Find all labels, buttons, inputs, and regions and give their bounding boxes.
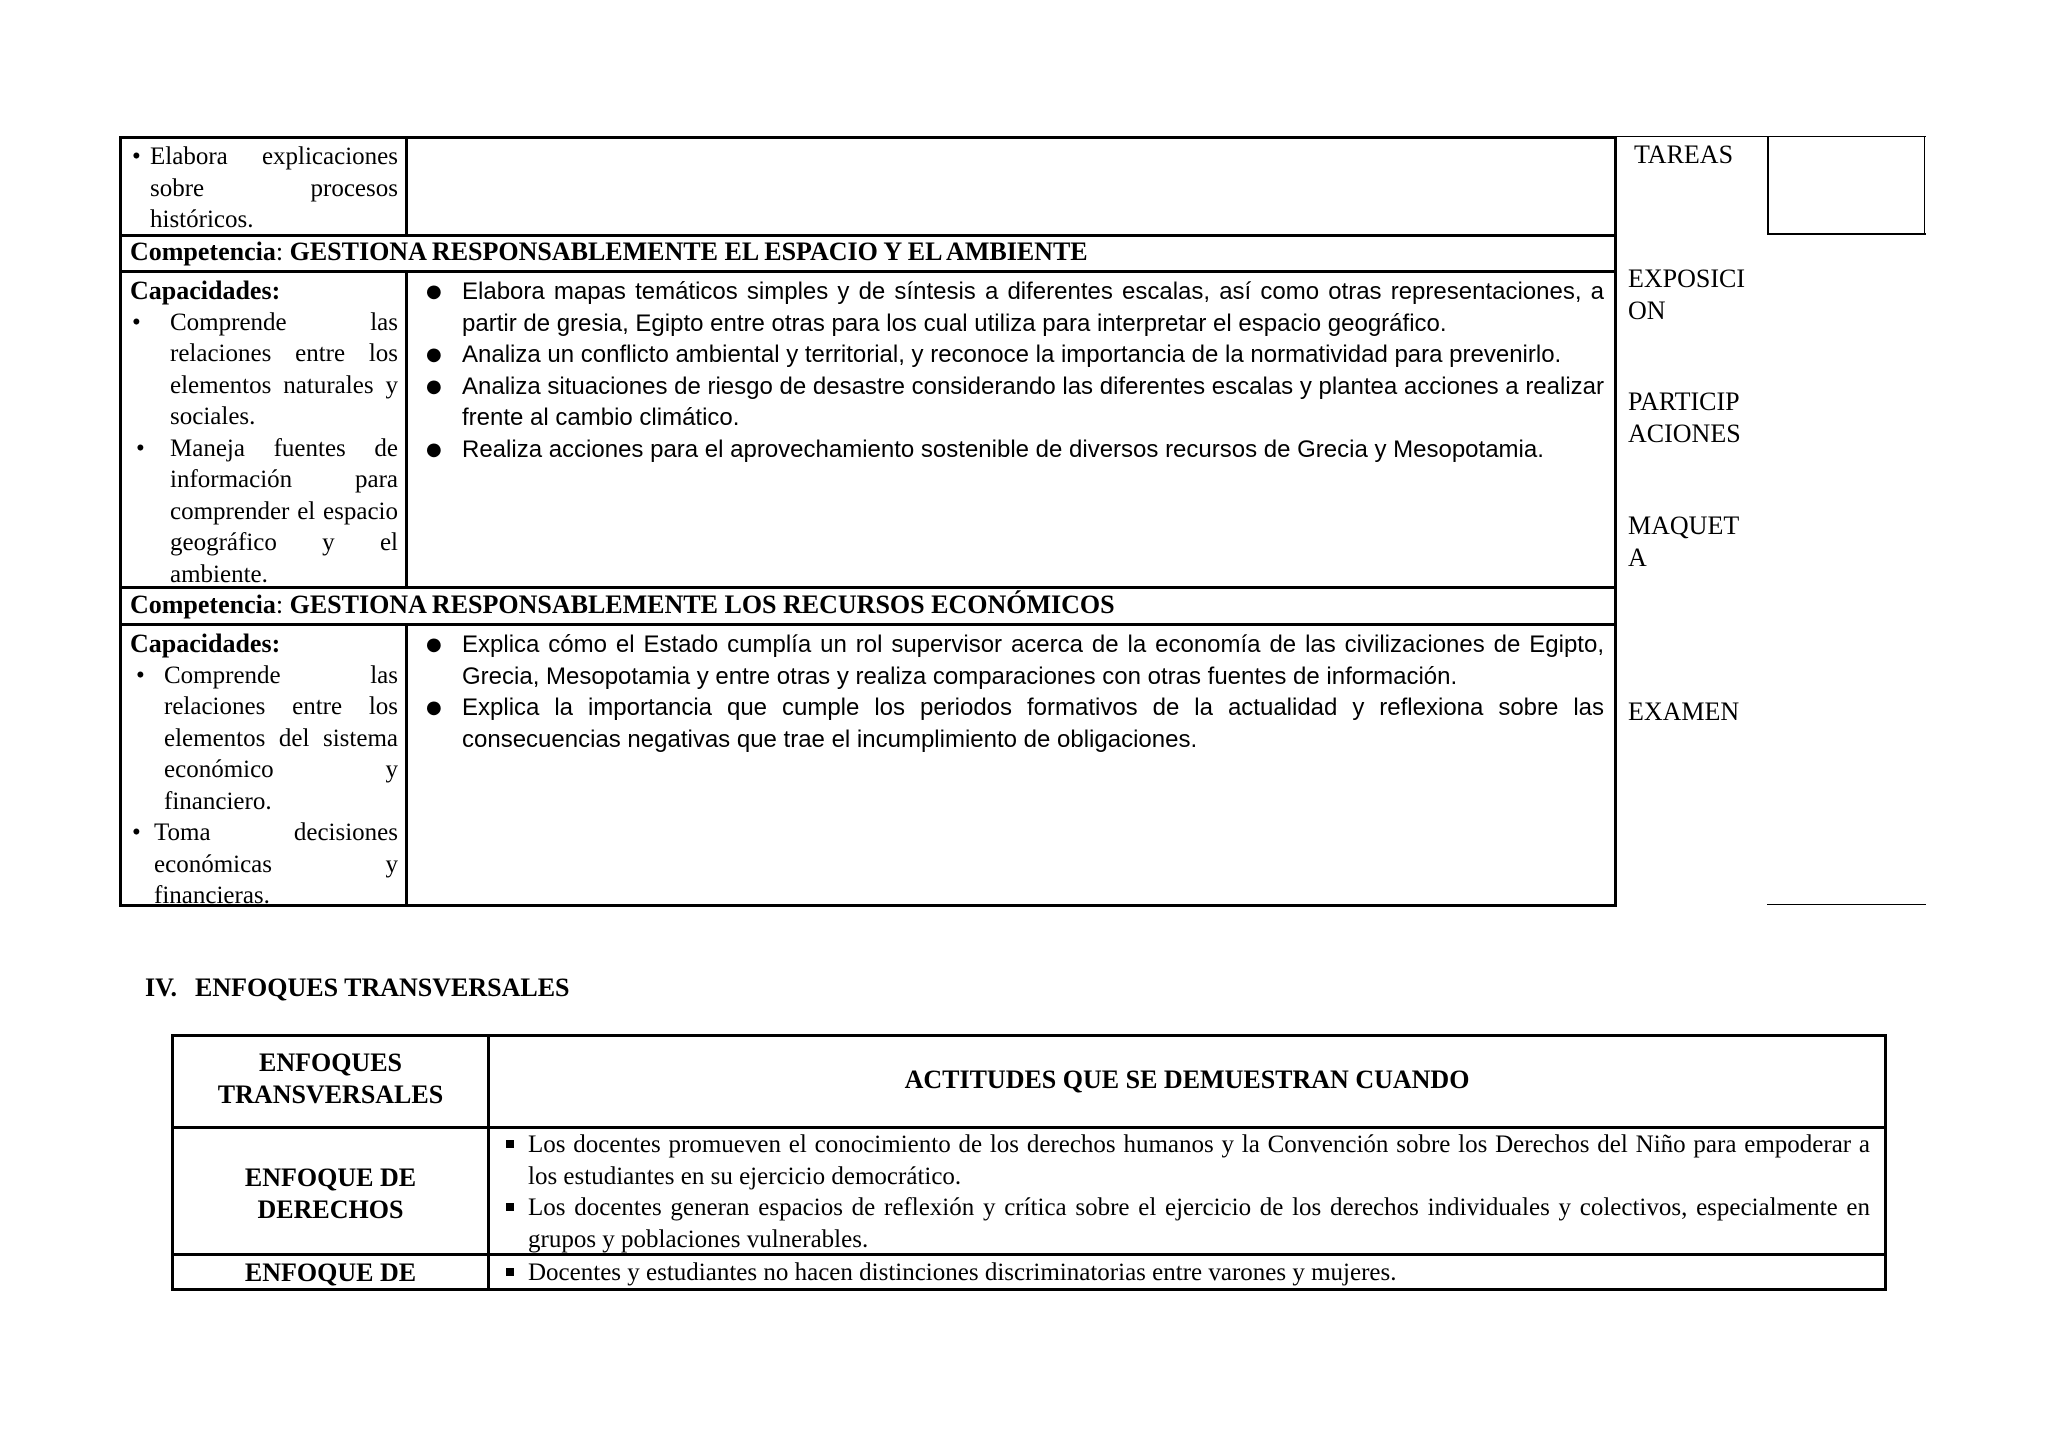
section-number: IV. [145, 973, 178, 1002]
capacities-cell-space [130, 275, 398, 590]
capacity-item: • Comprende las relaciones entre los elementos naturales y sociales. [132, 308, 398, 430]
capacity-item: • Toma decisiones económicas y financieras. [132, 819, 398, 909]
section-heading [145, 973, 570, 1003]
enfoques-header-left: ENFOQUES TRANSVERSALES [217, 1048, 444, 1109]
table-border [171, 1034, 1887, 1037]
indicators-cell-space [414, 276, 1604, 465]
table-border [405, 136, 408, 236]
attitude-item: Los docentes generan espacios de reflexión y crítica sobre el ejercicio de los derechos individuales y colectivos, especialmente en grupos y poblaciones vulnerables. [494, 1192, 1870, 1255]
indicator-item: ● Analiza un conflicto ambiental y territorial, y reconoce la importancia de la normatividad para prevenirlo. [426, 341, 1562, 368]
table-border [405, 625, 408, 907]
section-title: ENFOQUES TRANSVERSALES [195, 973, 570, 1002]
attitude-item: Los docentes promueven el conocimiento de los derechos humanos y la Convención sobre los Derechos del Niño para empoderar a los estudiantes en su ejercicio democrático. [494, 1129, 1870, 1192]
side-table-border [1924, 136, 1925, 235]
competency-title-space: Competencia: GESTIONA RESPONSABLEMENTE EL ESPACIO Y EL AMBIENTE [130, 237, 1088, 266]
attitude-item: Docentes y estudiantes no hacen distinciones discriminatorias entre varones y mujeres. [494, 1257, 1870, 1289]
indicator-item: ● Elabora mapas temáticos simples y de síntesis a diferentes escalas, así como otras representaciones, a partir de gresia, Egipto entre otras para los cual utiliza para interpretar el espacio geográfico. [426, 278, 1604, 337]
historic-capacity-cell [130, 141, 398, 236]
enfoque-genero-name: ENFOQUE DE [244, 1258, 417, 1287]
side-table-border [1767, 233, 1926, 235]
side-label-participaciones: PARTICIP ACIONES [1628, 387, 1741, 448]
capacities-cell-economy [130, 628, 398, 912]
table-border [119, 136, 1617, 139]
side-table-border [1767, 136, 1769, 235]
competency-title-economy: Competencia: GESTIONA RESPONSABLEMENTE LOS RECURSOS ECONÓMICOS [130, 590, 1115, 619]
capacities-heading: Capacidades: [130, 629, 281, 658]
side-label-maqueta: MAQUET A [1628, 511, 1740, 572]
capacity-item: • Elabora explicaciones sobre procesos históricos. [132, 143, 398, 233]
table-border [1614, 136, 1617, 907]
side-label-examen: EXAMEN [1628, 697, 1740, 726]
indicator-item: ● Explica la importancia que cumple los periodos formativos de la actualidad y reflexiona sobre las consecuencias negativas que trae el incumplimiento de obligaciones. [426, 694, 1604, 753]
enfoque-derechos-items [494, 1129, 1870, 1255]
indicator-item: ● Analiza situaciones de riesgo de desastre considerando las diferentes escalas y plantea acciones a realizar frente al cambio climático. [426, 372, 1605, 431]
table-border [119, 270, 1617, 273]
side-table-border [1767, 904, 1926, 905]
enfoque-derechos-name: ENFOQUE DE DERECHOS [244, 1163, 417, 1224]
table-border [119, 136, 122, 907]
indicators-cell-economy [414, 629, 1604, 755]
side-label-exposicion: EXPOSICI ON [1628, 264, 1746, 325]
side-table-border [1614, 136, 1926, 137]
table-border [405, 272, 408, 588]
enfoques-header-right: ACTITUDES QUE SE DEMUESTRAN CUANDO [904, 1065, 1470, 1094]
capacity-item: • Maneja fuentes de información para comprender el espacio geográfico y el ambiente. [136, 434, 398, 588]
indicator-item: ● Explica cómo el Estado cumplía un rol supervisor acerca de la economía de las civilizaciones de Egipto, Grecia, Mesopotamia y entre otras y realiza comparaciones con otras fuentes de información. [426, 631, 1604, 690]
enfoque-genero-items [494, 1257, 1870, 1289]
side-label-tareas: TAREAS [1634, 140, 1734, 169]
capacities-heading: Capacidades: [130, 276, 281, 305]
capacity-item: • Comprende las relaciones entre los elementos del sistema económico y financiero. [136, 661, 398, 815]
table-border [119, 623, 1617, 626]
indicator-item: ● Realiza acciones para el aprovechamiento sostenible de diversos recursos de Grecia y Mesopotamia. [426, 435, 1544, 463]
table-border [1884, 1034, 1887, 1291]
